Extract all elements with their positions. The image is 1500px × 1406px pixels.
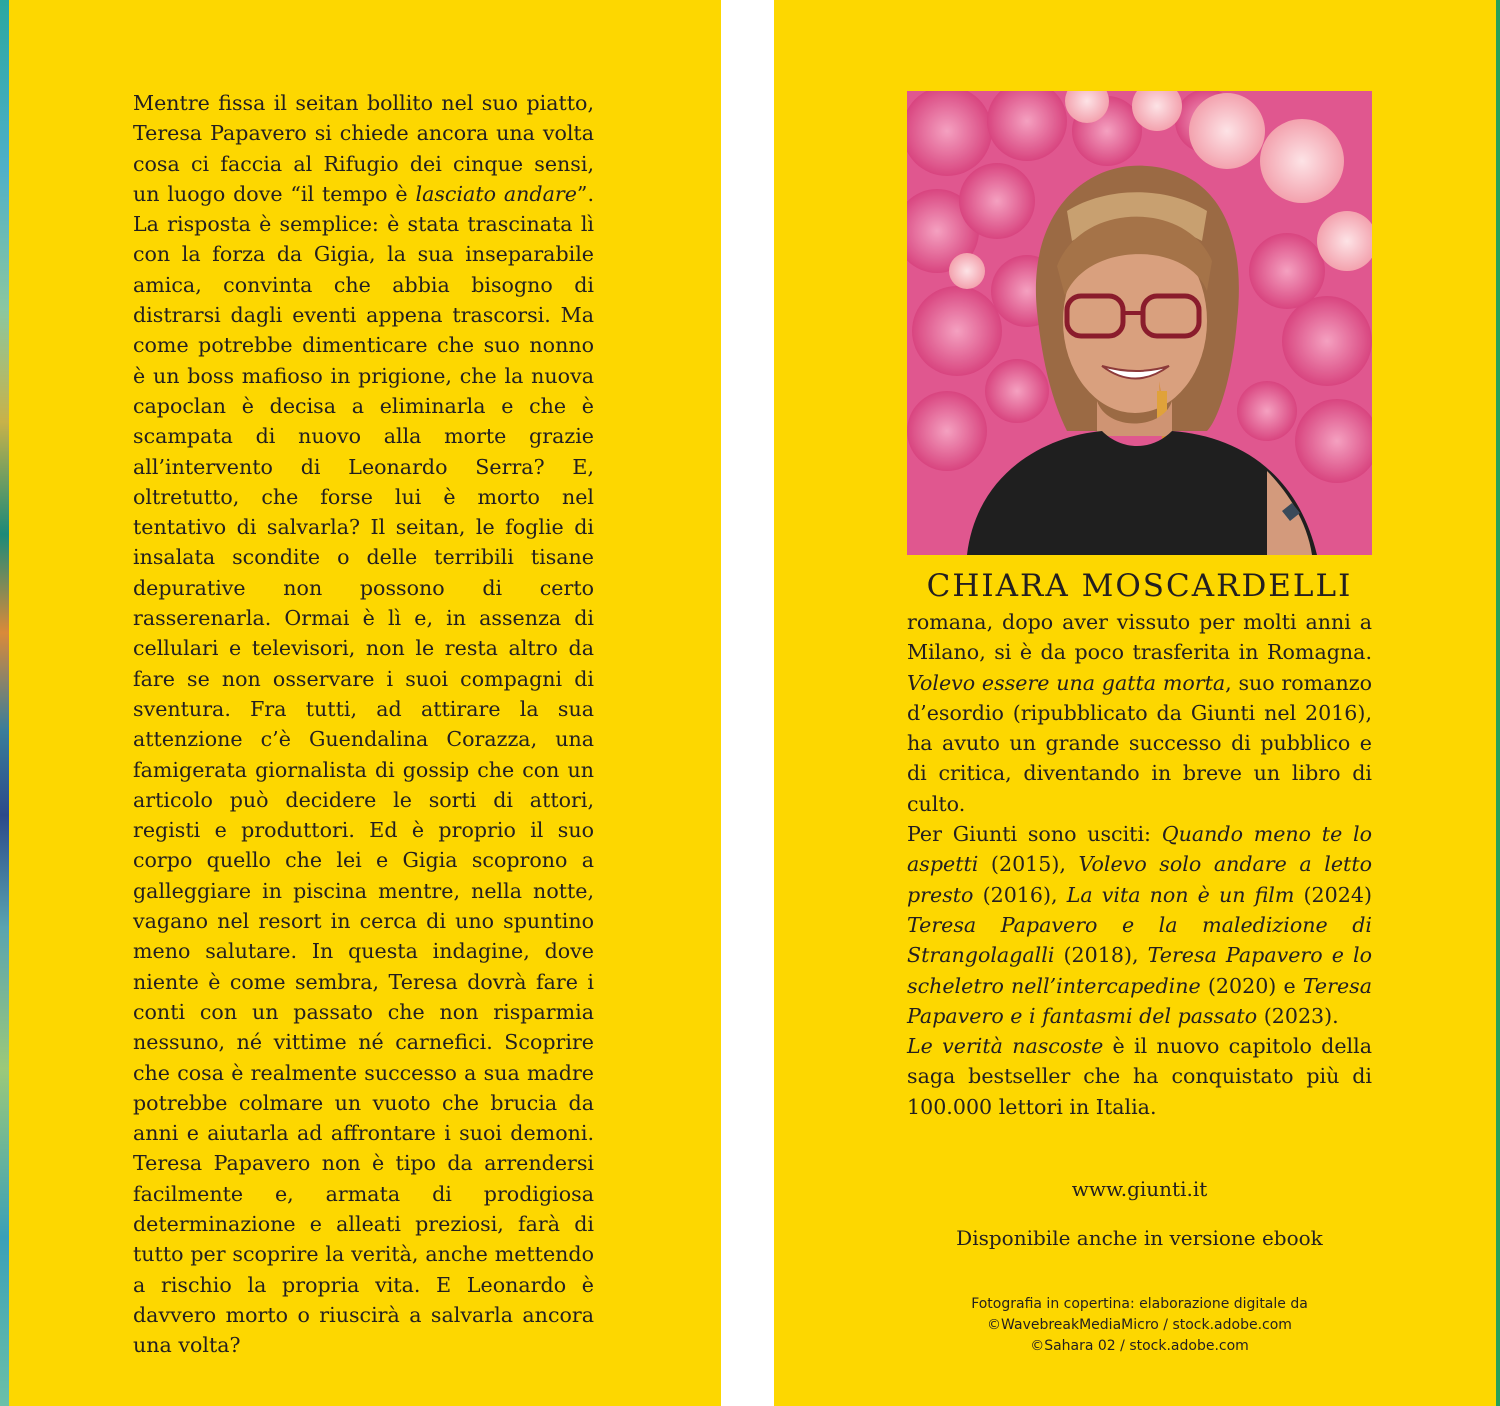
bio-s10: è il nuovo capitolo della saga bestseller che ha conquistato più di 100.000 lettori in Italia. — [907, 1034, 1372, 1119]
synopsis-text — [133, 88, 594, 1360]
author-portrait-icon — [907, 91, 1372, 555]
credit-line-2: ©WavebreakMediaMicro / stock.adobe.com — [987, 1317, 1292, 1333]
bio-title-8: Le verità nascoste — [907, 1034, 1104, 1059]
author-photo — [907, 91, 1372, 555]
bio-title-6: Teresa Papavero e lo scheletro nell’intercapedine — [907, 943, 1372, 998]
bio-title-7: Teresa Papavero e i fantasmi del passato — [907, 973, 1372, 1028]
author-bio — [907, 607, 1372, 1122]
cover-edge-strip — [0, 0, 9, 1406]
author-name: CHIARA MOSCARDELLI — [926, 568, 1353, 604]
bio-s3: Per Giunti sono usciti: — [907, 822, 1162, 847]
bio-s5: (2016), — [973, 882, 1067, 907]
bio-s8: (2020) e — [1200, 973, 1303, 998]
photo-credits — [907, 1294, 1372, 1357]
bio-s4: (2015), — [978, 852, 1079, 877]
publisher-url[interactable]: www.giunti.it — [1071, 1177, 1208, 1201]
cover-green-edge — [1496, 0, 1500, 1406]
bio-title-4: La vita non è un film — [1066, 882, 1295, 907]
credit-line-1: Fotografia in copertina: elaborazione digitale da — [971, 1296, 1308, 1312]
bio-s1: romana, dopo aver vissuto per molti anni a Milano, si è da poco trasferita in Romagna. — [907, 610, 1372, 665]
bio-s9: (2023). — [1257, 1003, 1339, 1028]
credit-line-3: ©Sahara 02 / stock.adobe.com — [1030, 1338, 1249, 1354]
bio-title-2: Quando meno te lo aspetti — [907, 822, 1372, 877]
bio-s6: (2024) — [1294, 882, 1372, 907]
synopsis-italic: lasciato andare — [415, 181, 577, 206]
synopsis-part-2: ”. La risposta è semplice: è stata trascinata lì con la forza da Gigia, la sua inseparabile amica, convinta che abbia bisogno di distrarsi dagli eventi appena trascorsi. Ma come potrebbe dimenticare che suo nonno è un boss mafioso in prigione, che la nuova capoclan è decisa a eliminarla e che è scampata di nuovo alla morte grazie all’intervento di Leonardo Serra? E, oltretutto, che forse lui è morto nel tentativo di salvarla? Il seitan, le foglie di insalata scondite o delle terribili tisane depurative non possono di certo rasserenarla. Ormai è lì e, in assenza di cellulari e televisori, non le resta altro da fare se non osservare i suoi compagni di sventura. Fra tutti, ad attirare la sua attenzione c’è Guendalina Corazza, una famigerata giornalista di gossip che con un articolo può decidere le sorti di attori, registi e produttori. Ed è proprio il suo corpo quello che lei e Gigia scoprono a galleggiare in piscina mentre, nella notte, vagano nel resort in cerca di uno spuntino meno salutare. In questa indagine, dove niente è come sembra, Teresa dovrà fare i conti con un passato che non risparmia nessuno, né vittime né carnefici. Scoprire che cosa è realmente successo a sua madre potrebbe colmare un vuoto che brucia da anni e aiutarla ad affrontare i suoi demoni. Teresa Papavero non è tipo da arrendersi facilmente e, armata di prodigiosa determinazione e alleati preziosi, farà di tutto per scoprire la verità, anche mettendo a rischio la propria vita. E Leonardo è davvero morto o riuscirà a salvarla ancora una volta? — [133, 181, 594, 1358]
bio-s2: , suo romanzo d’esordio (ripubblicato da Giunti nel 2016), ha avuto un grande successo di pubblico e di critica, diventando in breve un libro di culto. — [907, 670, 1372, 816]
bio-title-3: Volevo solo andare a letto presto — [907, 852, 1372, 907]
bio-title-1: Volevo essere una gatta morta — [907, 670, 1226, 695]
synopsis-part-1: Mentre fissa il seitan bollito nel suo piatto, Teresa Papavero si chiede ancora una volta cosa ci faccia al Rifugio dei cinque sensi, un luogo dove “il tempo è — [133, 91, 594, 206]
ebook-note: Disponibile anche in versione ebook — [956, 1226, 1323, 1250]
bio-title-5: Teresa Papavero e la maledizione di Strangolagalli — [907, 912, 1372, 968]
bio-s7: (2018), — [1054, 943, 1148, 968]
